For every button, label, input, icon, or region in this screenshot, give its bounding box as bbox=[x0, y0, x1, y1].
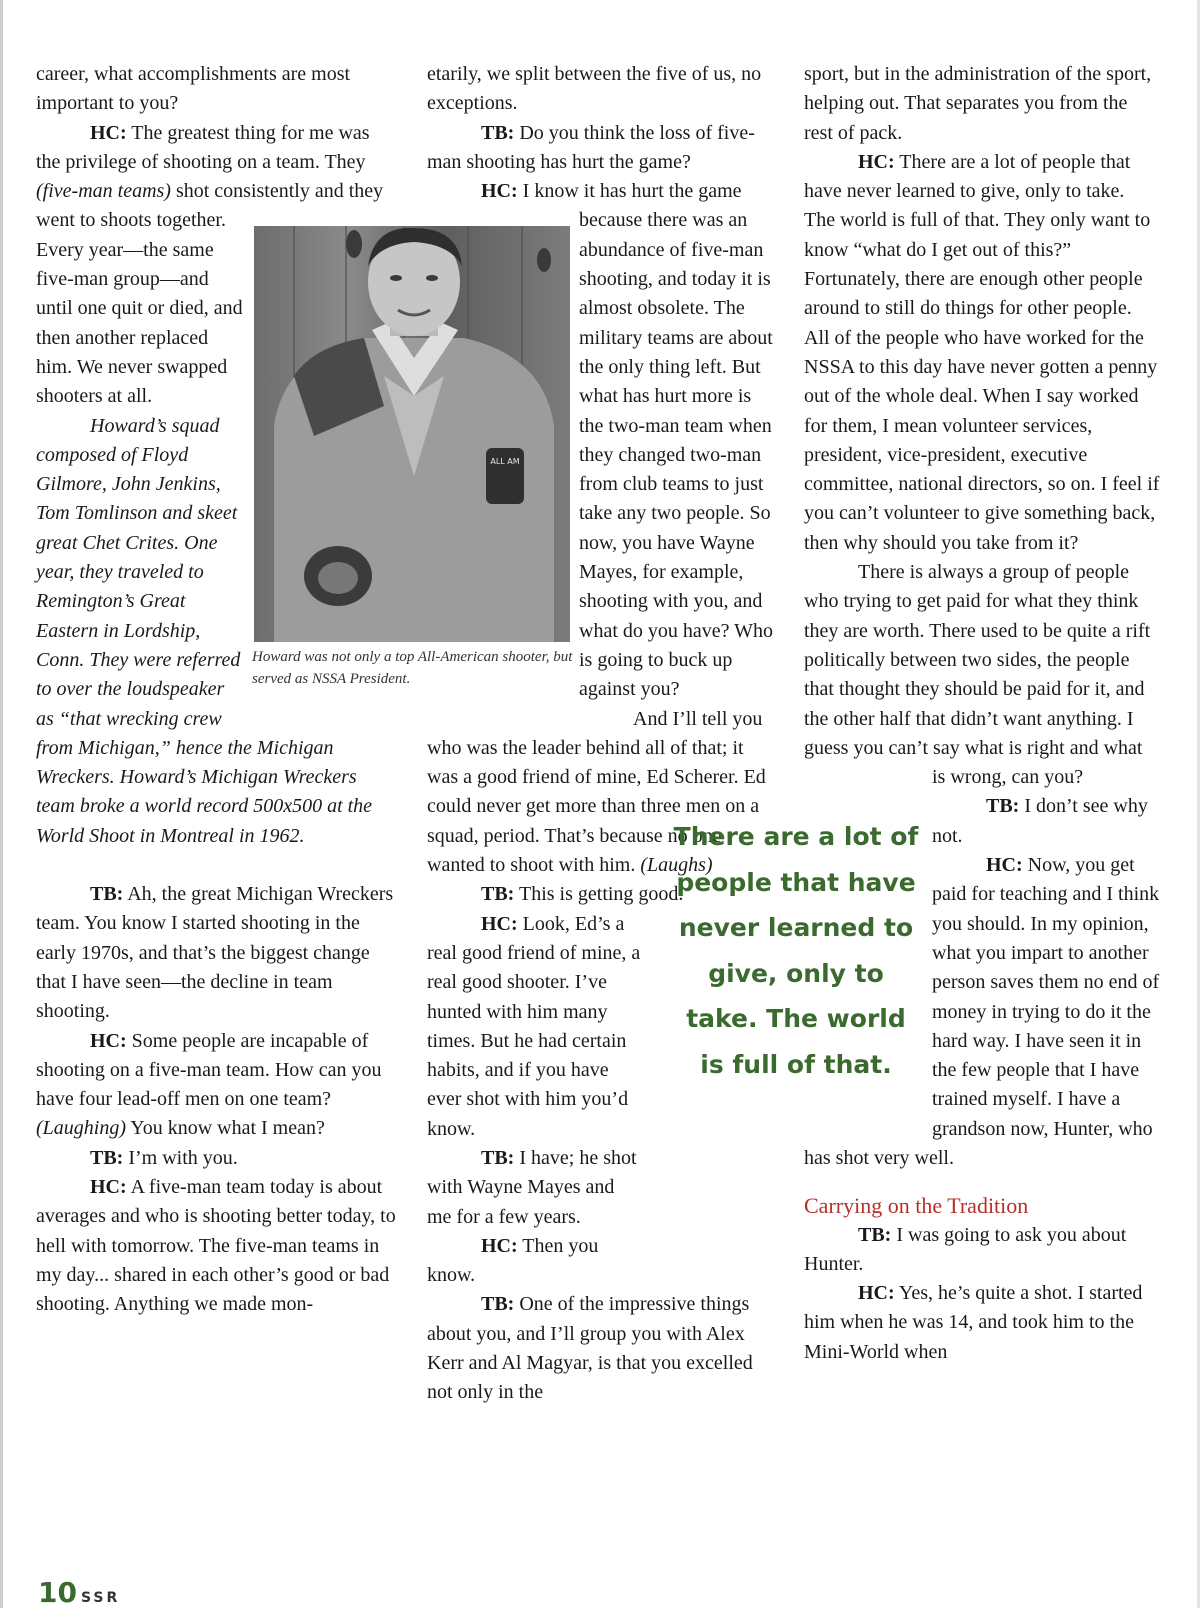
magazine-name: SSR bbox=[80, 1590, 121, 1606]
paragraph-text: The greatest thing for me was the privilege of shooting on a team. They bbox=[36, 121, 370, 173]
photo-caption: Howard was not only a top All-American shooter, but served as NSSA President. bbox=[252, 649, 573, 687]
paragraph: career, what accomplishments are most important to you? bbox=[36, 63, 351, 115]
paragraph bbox=[36, 1027, 396, 1144]
speaker-label: HC: bbox=[481, 1234, 518, 1257]
paragraph-text: Some people are incapable of shooting on a five-man team. How can you have four lead-off men on one team? bbox=[36, 1029, 382, 1111]
paragraph-text: And I’ll tell you who was the leader behind all of that; it was a good friend of mine, Ed Scherer. Ed could never get more than three men on a squad, period. That’s because no one wanted to shoot with him. bbox=[427, 707, 766, 877]
speaker-label: TB: bbox=[481, 121, 515, 144]
pull-quote: There are a lot of people that have never learned to give, only to take. The world is full of that. bbox=[673, 822, 919, 1079]
paragraph: etarily, we split between the five of us, no exceptions. bbox=[427, 63, 762, 115]
page-edge bbox=[0, 0, 3, 1608]
paragraph-text: I’m with you. bbox=[123, 1146, 238, 1169]
speaker-label: TB: bbox=[858, 1223, 892, 1246]
speaker-label: HC: bbox=[858, 1282, 895, 1305]
paragraph-text: I don’t see why not. bbox=[932, 795, 1148, 847]
paragraph-text: One of the impressive things about you, and I’ll group you with Alex Kerr and Al Magyar, is that you excelled not only in the bbox=[427, 1293, 753, 1404]
paragraph bbox=[36, 1173, 396, 1319]
paragraph-text: Ah, the great Michigan Wreckers team. You know I started shooting in the early 1970s, and that’s the biggest change that I have seen—the decline in team shooting. bbox=[36, 883, 394, 1023]
paragraph-aside: (Laughs) bbox=[640, 854, 713, 877]
intro-italic-paragraph: Howard’s squad composed of Floyd Gilmore, John Jenkins, Tom Tomlinson and skeet great Chet Crites. One year, they traveled to Remington’s Great Eastern in Lordship, Conn. They were referred to over the loudspeaker as “that wrecking crew from Michigan,” hence the Michigan Wreckers. Howard’s Michigan Wreckers team broke a world record 500x500 at the World Shoot in Montreal in 1962. bbox=[36, 414, 373, 847]
speaker-label: TB: bbox=[90, 883, 124, 906]
paragraph-text: Now, you get paid for teaching and I think you should. In my opinion, what you impart to another person saves them no end of money in trying to do it the hard way. I have seen it in the few people that I have trained myself. I have a grandson now, Hunter, who has shot very well. bbox=[804, 854, 1160, 1169]
paragraph-text: Yes, he’s quite a shot. I started him when he was 14, and took him to the Mini-World when bbox=[804, 1282, 1143, 1363]
paragraph-text: Look, Ed’s a real good friend of mine, a real good shooter. I’ve hunted with him many times. But he had certain habits, and if you have ever shot with him you’d know. bbox=[427, 912, 641, 1140]
paragraph-text: This is getting good. bbox=[514, 883, 684, 906]
paragraph bbox=[804, 1279, 1160, 1367]
column-3 bbox=[804, 60, 1160, 1500]
page-number: 10 bbox=[38, 1576, 77, 1609]
speaker-label: HC: bbox=[986, 854, 1023, 877]
speaker-label: TB: bbox=[90, 1146, 124, 1169]
paragraph-text: I know it has hurt the game because there was an abundance of five-man shooting, and today it is almost obsolete. The military teams are about the only thing left. But what has hurt more is the two-man team when they changed two-man from club teams to just take any two people. So now, you have Wayne Mayes, for example, shooting with you, and what do you have? Who is going to buck up against you? bbox=[517, 180, 774, 701]
speaker-label: HC: bbox=[90, 121, 127, 144]
paragraph bbox=[804, 148, 1160, 558]
paragraph-text: I have; he shot with Wayne Mayes and me for a few years. bbox=[427, 1146, 637, 1228]
speaker-label: HC: bbox=[481, 180, 518, 203]
paragraph-text: I was going to ask you about Hunter. bbox=[804, 1223, 1127, 1275]
wrap-spacer bbox=[427, 210, 579, 730]
paragraph bbox=[36, 1144, 396, 1173]
paragraph bbox=[36, 880, 396, 1026]
section-subheading: Carrying on the Tradition bbox=[804, 1193, 1029, 1219]
paragraph-text: There are a lot of people that have never learned to give, only to take. The world is full of that. They only want to know “what do I get out of this?” Fortunately, there are enough other people around to still do things for other people. All of the people who have worked for the NSSA to this day have never gotten a penny out of the whole deal. When I say worked for them, I mean volunteer services, president, vice-president, executive committee, national directors, so on. I feel if you can’t volunteer to give something back, then why should you take from it? bbox=[804, 150, 1160, 554]
spacer bbox=[36, 851, 396, 880]
speaker-label: TB: bbox=[481, 1293, 515, 1316]
speaker-label: HC: bbox=[90, 1029, 127, 1052]
speaker-label: TB: bbox=[481, 1146, 515, 1169]
speaker-label: HC: bbox=[481, 912, 518, 935]
paragraph-aside: (Laughing) bbox=[36, 1117, 126, 1140]
column-2 bbox=[427, 60, 777, 1500]
paragraph-text: Then you know. bbox=[427, 1234, 599, 1287]
paragraph bbox=[427, 119, 777, 178]
paragraph-text: shot consistently and they went to shoots together. Every year—the same five-man group—and until one quit or died, and then another replaced him. We never swapped shooters at all. bbox=[36, 180, 384, 408]
paragraph: There is always a group of people who trying to get paid for what they think they are worth. There used to be quite a rift politically between two sides, the people that thought they should be paid for it, and the other half that didn’t want anything. I guess you can’t say what is right and what is wrong, can you? bbox=[804, 561, 1151, 789]
speaker-label: HC: bbox=[90, 1175, 127, 1198]
paragraph-text: A five-man team today is about averages and who is shooting better today, to hell with tomorrow. The five-man teams in my day... shared in each other’s good or bad shooting. Anything we made mon- bbox=[36, 1175, 396, 1316]
paragraph-aside: (five-man teams) bbox=[36, 180, 171, 203]
speaker-label: HC: bbox=[858, 150, 895, 173]
paragraph-text: Do you think the loss of five-man shooting has hurt the game? bbox=[427, 121, 755, 173]
paragraph-text: You know what I mean? bbox=[126, 1117, 325, 1140]
speaker-label: TB: bbox=[986, 795, 1020, 818]
paragraph bbox=[804, 1221, 1160, 1280]
badge-patch-text: ALL AM bbox=[490, 457, 520, 466]
paragraph bbox=[427, 1290, 777, 1407]
paragraph: sport, but in the administration of the sport, helping out. That separates you from the rest of pack. bbox=[804, 63, 1152, 144]
speaker-label: TB: bbox=[481, 883, 515, 906]
